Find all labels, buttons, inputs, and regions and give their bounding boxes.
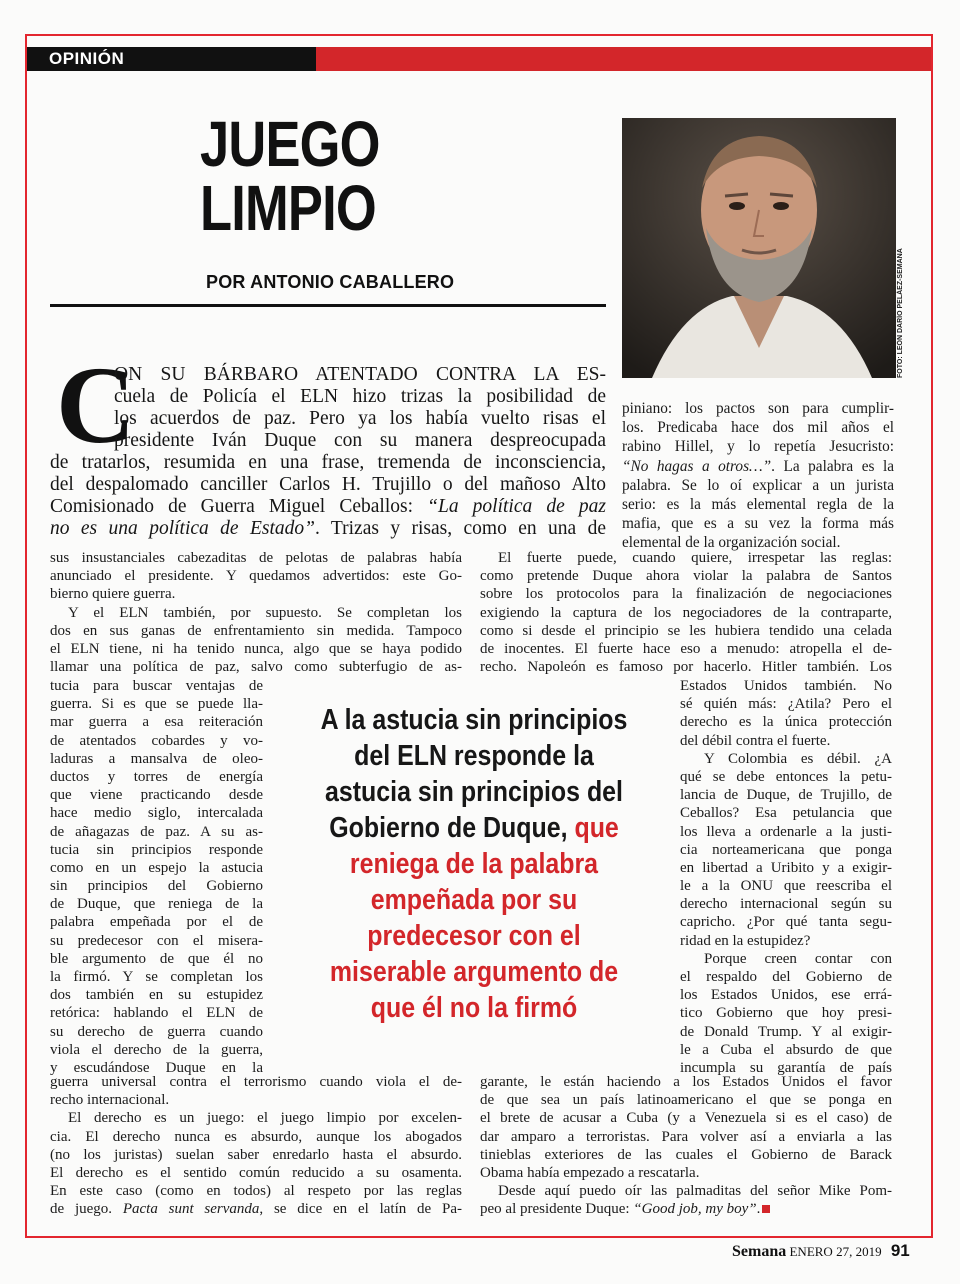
text-line: derecho es la única protección bbox=[680, 714, 892, 731]
text-line: garante, le están haciendo a los Estados Unidos el favor bbox=[480, 1074, 892, 1090]
text-line: anunciado el presidente. Y quedamos advertidos: este Go- bbox=[50, 568, 462, 585]
headline-rule bbox=[50, 304, 606, 307]
text-line: derecho internacional según su bbox=[680, 896, 892, 913]
text-line: como pretende Duque ahora violar la palabra de Santos bbox=[480, 568, 892, 585]
pull-quote-red: que reniega de la palabra empeñada por su predecesor con el miserable argumento de que él no la firmó bbox=[329, 812, 619, 1024]
text-line: sé quién más: ¿Atila? Pero el bbox=[680, 696, 892, 713]
text-line: le a Cuba el absurdo de que bbox=[680, 1041, 892, 1058]
text-line: su predecesor con el misera- bbox=[50, 932, 263, 949]
text-line: serio: es la más elemental regla de la bbox=[622, 495, 894, 513]
text-line: rabino Hillel, y lo repetía Jesucristo: bbox=[622, 438, 894, 456]
text-line: como si desde el principio se les hubiera tendido una celada bbox=[480, 622, 892, 639]
text-line: Obama había empezado a rescatarla. bbox=[480, 1164, 700, 1181]
text-line: el ELN tiene, ni ha tenido nunca, algo que se haya podido bbox=[50, 640, 462, 657]
footer-page-number: 91 bbox=[890, 1241, 910, 1260]
text-line: le a la ONU que reescriba el bbox=[680, 878, 892, 895]
text-line: sin principios del Gobierno bbox=[50, 878, 263, 895]
text-line: laduras a mansalva de oleo- bbox=[50, 750, 263, 767]
section-bar bbox=[27, 47, 931, 71]
text-line: Comisionado de Guerra Miguel Ceballos: “La política de paz bbox=[50, 496, 606, 517]
text-line: incumpla su garantía de país bbox=[680, 1059, 892, 1076]
section-label: OPINIÓN bbox=[49, 49, 125, 68]
pull-quote bbox=[319, 702, 629, 1026]
text-line: sus insustanciales cabezaditas de pelotas de palabras había bbox=[50, 550, 462, 566]
text-line: que viene practicando desde bbox=[50, 787, 263, 804]
text-line: palabra empeñada por el de bbox=[50, 914, 263, 931]
text-line: viola el derecho de la guerra, bbox=[50, 1041, 263, 1058]
drop-cap: C bbox=[56, 344, 136, 466]
text-line: recho. Napoleón es famoso por hacerlo. Hitler también. Los bbox=[480, 659, 892, 676]
text-line: dos en sus ganas de enfrentamiento sin medida. Tampoco bbox=[50, 622, 462, 639]
page-footer bbox=[732, 1241, 910, 1261]
right-column-narrow bbox=[680, 677, 892, 1077]
text-line: de tratarlos, resumida en una frase, tremenda de inconsciencia, bbox=[50, 452, 606, 473]
author-photo-illustration bbox=[622, 118, 896, 378]
footer-brand: Semana bbox=[732, 1243, 787, 1260]
text-line: dar amparo a terroristas. Para volver así a enviarla a las bbox=[480, 1128, 892, 1145]
text-line: lancia de Duque, de Trujillo, de bbox=[680, 787, 892, 804]
text-line: en libertad a Uribito y a exigir- bbox=[680, 859, 892, 876]
text-line: ridad en la estupidez? bbox=[680, 932, 811, 949]
text-line: palabra. Se lo oí explicar a un jurista bbox=[622, 476, 894, 494]
text-line: El derecho es un juego: el juego limpio por excelen- bbox=[68, 1110, 462, 1127]
text-line: mafia, que es a su vez la forma más bbox=[622, 515, 894, 533]
text-line: de añagazas de paz. A su as- bbox=[50, 823, 263, 840]
text-line: de atentados cobardes y vo- bbox=[50, 732, 263, 749]
text-line: En este caso (como en todos) al respeto por las reglas bbox=[50, 1183, 462, 1200]
text-line: tico Gobierno que hoy presi- bbox=[680, 1005, 892, 1022]
text-line: hace medio siglo, intercalada bbox=[50, 805, 263, 822]
text-line: no es una política de Estado”. Trizas y risas, como en una de bbox=[50, 518, 606, 539]
left-column-top bbox=[50, 549, 462, 676]
text-line: los Estados Unidos, ese errá- bbox=[680, 987, 892, 1004]
right-column-top bbox=[622, 399, 894, 553]
text-line: El fuerte puede, cuando quiere, irrespetar las reglas: bbox=[498, 550, 892, 566]
text-line: sobre los protocolos para la finalización de negociaciones bbox=[480, 586, 892, 603]
text-line: recho internacional. bbox=[50, 1092, 170, 1109]
text-line: qué se debe entonces la petu- bbox=[680, 768, 892, 785]
text-line: Porque creen contar con bbox=[704, 950, 892, 967]
text-line: ble argumento de que él no bbox=[50, 950, 263, 967]
author-photo bbox=[622, 118, 896, 378]
text-line: cuela de Policía el ELN hizo trizas la posibilidad de bbox=[114, 386, 606, 407]
text-line: los lleva a ordenarle a la justi- bbox=[680, 823, 892, 840]
text-line: presidente Iván Duque con su manera despreocupada bbox=[114, 430, 606, 451]
text-line: elemental de la organización social. bbox=[622, 534, 841, 552]
text-line: bierno quiere guerra. bbox=[50, 586, 176, 603]
text-line: guerra universal contra el terrorismo cuando viola el de- bbox=[50, 1074, 462, 1090]
text-line: ON SU BÁRBARO ATENTADO CONTRA LA ES- bbox=[114, 364, 606, 385]
text-line: Desde aquí puedo oír las palmaditas del señor Mike Pom- bbox=[498, 1183, 892, 1200]
photo-credit: FOTO: LEÓN DARÍO PELÁEZ-SEMANA bbox=[897, 248, 904, 378]
text-line: mar guerra a esa reiteración bbox=[50, 714, 263, 731]
lead-paragraph bbox=[50, 364, 606, 540]
text-line: su derecho de guerra cuando bbox=[50, 1023, 263, 1040]
text-line: de Duque, que reniega de la bbox=[50, 896, 263, 913]
text-line: ductos y torres de energía bbox=[50, 768, 263, 785]
text-line: (no los juristas) suelan saber enredarlo hasta el absurdo. bbox=[50, 1146, 462, 1163]
byline: POR ANTONIO CABALLERO bbox=[206, 272, 455, 292]
text-line: la firmó. Y se completan los bbox=[50, 969, 263, 985]
text-line: capricho. ¿Por qué tanta segu- bbox=[680, 914, 892, 931]
text-line: los acuerdos de paz. Pero ya los había vuelto risas el bbox=[114, 408, 606, 429]
text-line: tucia para buscar ventajas de bbox=[50, 678, 263, 694]
text-line: guerra. Si es que se puede lla- bbox=[50, 696, 263, 713]
text-line: y escudándose Duque en la bbox=[50, 1059, 263, 1076]
text-line: de juego. Pacta sunt servanda, se dice en el latín de Pa- bbox=[50, 1201, 462, 1218]
text-line: llamar una política de paz, salvo como subterfugio de as- bbox=[50, 659, 462, 676]
text-line: piniano: los pactos son para cumplir- bbox=[622, 400, 894, 417]
text-line: tucia sin principios responde bbox=[50, 841, 263, 858]
pull-quote-black: A la astucia sin principios del ELN responde la astucia sin principios del Gobierno de Duque, bbox=[320, 704, 628, 844]
right-column-wide bbox=[480, 549, 892, 676]
end-mark bbox=[762, 1205, 770, 1213]
left-column-bottom bbox=[50, 1073, 462, 1219]
right-column-bottom bbox=[480, 1073, 892, 1219]
text-line: exigiendo la captura de los negociadores de la contraparte, bbox=[480, 604, 892, 621]
text-line: peo al presidente Duque: “Good job, my boy”. bbox=[480, 1200, 892, 1218]
text-line: del despalomado canciller Carlos H. Trujillo o del mañoso Alto bbox=[50, 474, 606, 495]
footer-date: ENERO 27, 2019 bbox=[789, 1244, 882, 1259]
text-line: los. Predicaba hace dos mil años el bbox=[622, 419, 894, 437]
left-column-narrow bbox=[50, 677, 263, 1077]
text-line: del débil contra el fuerte. bbox=[680, 732, 831, 749]
text-line: el respaldo del Gobierno de bbox=[680, 969, 892, 985]
text-line: el brete de acusar a Cuba (y a Venezuela si es el caso) de bbox=[480, 1110, 892, 1127]
text-line: El derecho es el sentido común reducido a su osamenta. bbox=[50, 1164, 462, 1181]
text-line: retórica: hablando el ELN de bbox=[50, 1005, 263, 1022]
text-line: como en un espejo la astucia bbox=[50, 859, 263, 876]
headline: JUEGO LIMPIO bbox=[200, 108, 380, 244]
text-line: de Donald Trump. Y al exigir- bbox=[680, 1023, 892, 1040]
text-line: cia norteamericana que ponga bbox=[680, 841, 892, 858]
text-line: Ceballos? Esa petulancia que bbox=[680, 805, 892, 822]
text-line: “No hagas a otros…”. La palabra es la bbox=[622, 457, 894, 475]
text-line: Y Colombia es débil. ¿A bbox=[704, 750, 892, 767]
text-line: Estados Unidos también. No bbox=[680, 678, 892, 694]
text-line: dos también en su estupidez bbox=[50, 987, 263, 1004]
text-line: Y el ELN también, por supuesto. Se completan los bbox=[68, 604, 462, 621]
text-line: de inocentes. El fuerte hace eso a menudo: atropella el de- bbox=[480, 640, 892, 657]
text-line: de que sea un país latinoamericano el que se ponga en bbox=[480, 1092, 892, 1109]
text-line: tinieblas exteriores de las cuales el Gobierno de Barack bbox=[480, 1146, 892, 1163]
text-line: cia. El derecho nunca es absurdo, aunque los abogados bbox=[50, 1128, 462, 1145]
